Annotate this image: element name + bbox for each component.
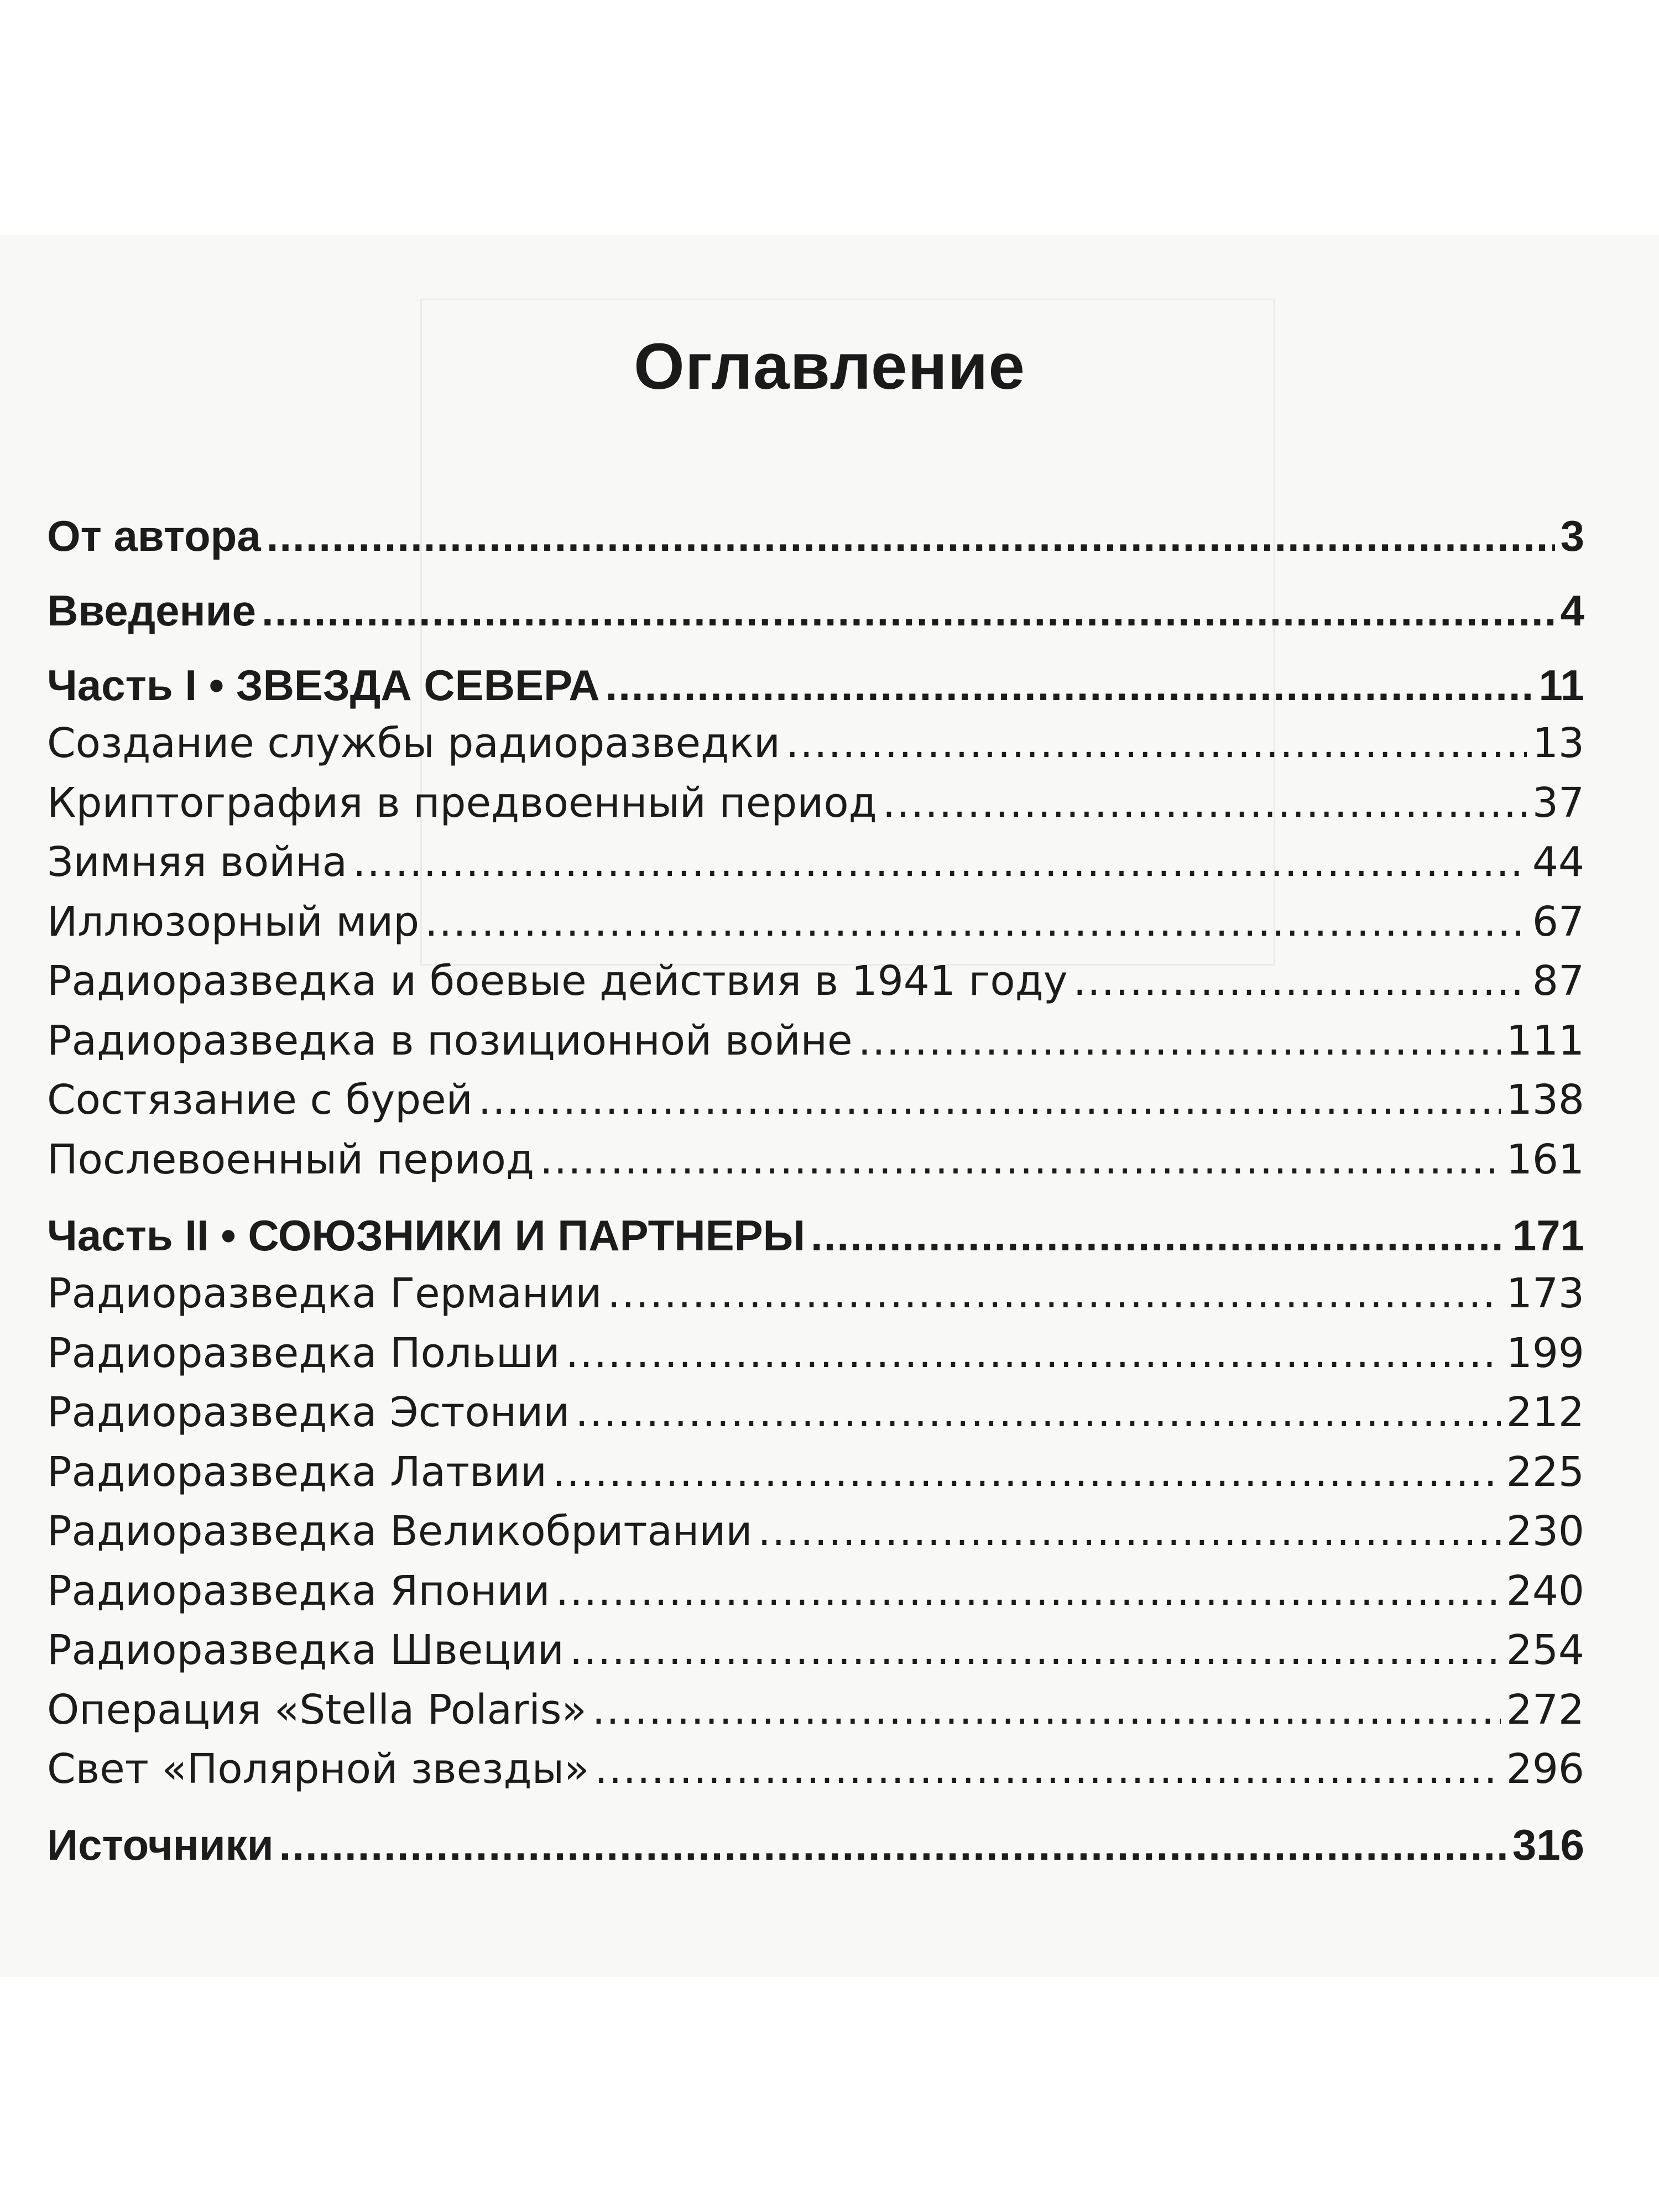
- toc-entry: [47, 1076, 1584, 1124]
- toc-entry-page: 37: [1532, 779, 1584, 827]
- toc-entry-label: Криптография в предвоенный период: [47, 779, 877, 827]
- dot-leader: [552, 1452, 1501, 1493]
- toc-entry: [47, 1820, 1584, 1869]
- toc-entry: [47, 779, 1584, 827]
- toc-entry-label: Часть II • СОЮЗНИКИ И ПАРТНЕРЫ: [47, 1211, 805, 1260]
- toc-entry: [47, 1270, 1584, 1317]
- book-page: [0, 235, 1659, 1977]
- toc-entry: [47, 719, 1584, 767]
- toc-entry: [47, 1686, 1584, 1734]
- toc-entry: [47, 1211, 1584, 1260]
- dot-leader: [566, 1333, 1501, 1374]
- dot-leader: [570, 1630, 1501, 1671]
- toc-entry-label: Радиоразведка и боевые действия в 1941 году: [47, 957, 1068, 1005]
- toc-entry: [47, 838, 1584, 886]
- toc-entry-label: Радиоразведка Великобритании: [47, 1507, 753, 1555]
- dot-leader: [353, 842, 1527, 883]
- dot-leader: [786, 723, 1527, 764]
- toc-entry-page: 138: [1506, 1076, 1584, 1124]
- dot-leader: [267, 514, 1555, 557]
- dot-leader: [883, 782, 1527, 823]
- toc-entry-label: Радиоразведка Польши: [47, 1329, 560, 1377]
- toc-entry: [47, 1329, 1584, 1377]
- dot-leader: [607, 1273, 1500, 1314]
- dot-leader: [556, 1571, 1501, 1611]
- toc-entry-label: Радиоразведка Латвии: [47, 1448, 547, 1496]
- dot-leader: [425, 901, 1527, 942]
- toc-entry-label: Создание службы радиоразведки: [47, 719, 780, 767]
- toc-entry-page: 212: [1506, 1389, 1584, 1436]
- toc-entry: [47, 1389, 1584, 1436]
- toc-entry-page: 13: [1532, 719, 1584, 767]
- toc-entry-page: 316: [1512, 1820, 1584, 1869]
- toc-entry-label: Состязание с бурей: [47, 1076, 473, 1124]
- toc-entry-page: 225: [1506, 1448, 1584, 1496]
- toc-entry-label: Источники: [47, 1820, 274, 1869]
- toc-entry-page: 4: [1560, 586, 1584, 635]
- toc-entry-page: 254: [1506, 1626, 1584, 1674]
- toc-entry-label: Радиоразведка Германии: [47, 1270, 602, 1317]
- toc-entry-page: 44: [1532, 838, 1584, 886]
- toc-entry-page: 67: [1532, 898, 1584, 946]
- dot-leader: [811, 1214, 1507, 1257]
- toc-entry-page: 173: [1506, 1270, 1584, 1317]
- toc-entry-page: 230: [1506, 1507, 1584, 1555]
- toc-entry-page: 272: [1506, 1686, 1584, 1734]
- toc-entry: [47, 957, 1584, 1005]
- toc-entry: [47, 1567, 1584, 1615]
- toc-entry-page: 161: [1506, 1136, 1584, 1183]
- toc-entry-label: Часть I • ЗВЕЗДА СЕВЕРА: [47, 661, 600, 709]
- dot-leader: [758, 1511, 1500, 1552]
- toc-entry: [47, 1626, 1584, 1674]
- toc-entry-page: 296: [1506, 1745, 1584, 1793]
- toc-entry: [47, 1507, 1584, 1555]
- toc-entry-page: 87: [1532, 957, 1584, 1005]
- toc-entry: [47, 1017, 1584, 1065]
- toc-entry: [47, 586, 1584, 635]
- dot-leader: [575, 1392, 1500, 1433]
- toc-entry-page: 240: [1506, 1567, 1584, 1615]
- dot-leader: [279, 1823, 1507, 1866]
- dot-leader: [478, 1079, 1501, 1120]
- toc-entry-page: 171: [1512, 1211, 1584, 1260]
- toc-entry-label: От автора: [47, 512, 261, 560]
- toc-entry: [47, 1136, 1584, 1183]
- toc-entry-page: 11: [1538, 661, 1584, 709]
- toc-entry-label: Послевоенный период: [47, 1136, 535, 1183]
- dot-leader: [606, 664, 1533, 707]
- toc-entry-label: Введение: [47, 586, 256, 635]
- dot-leader: [1073, 961, 1527, 1001]
- toc-entry-label: Иллюзорный мир: [47, 898, 420, 946]
- dot-leader: [594, 1749, 1500, 1790]
- toc-entry: [47, 512, 1584, 560]
- toc-entry-page: 3: [1560, 512, 1584, 560]
- toc-entry-label: Радиоразведка в позиционной войне: [47, 1017, 853, 1065]
- toc-entry: [47, 1448, 1584, 1496]
- toc-entry: [47, 661, 1584, 709]
- toc-entry-label: Радиоразведка Швеции: [47, 1626, 564, 1674]
- toc-entry: [47, 898, 1584, 946]
- toc-entry-label: Свет «Полярной звезды»: [47, 1745, 589, 1793]
- toc-entry-label: Радиоразведка Японии: [47, 1567, 550, 1615]
- dot-leader: [592, 1689, 1501, 1730]
- dot-leader: [540, 1139, 1501, 1180]
- toc-entry: [47, 1745, 1584, 1793]
- toc-entry-label: Радиоразведка Эстонии: [47, 1389, 570, 1436]
- dot-leader: [262, 589, 1555, 632]
- dot-leader: [858, 1020, 1501, 1061]
- toc-entry-label: Зимняя война: [47, 838, 348, 886]
- toc-entry-page: 199: [1506, 1329, 1584, 1377]
- toc-entry-label: Операция «Stella Polaris»: [47, 1686, 587, 1734]
- toc-entry-page: 111: [1506, 1017, 1584, 1065]
- page-title: Оглавление: [633, 330, 1026, 403]
